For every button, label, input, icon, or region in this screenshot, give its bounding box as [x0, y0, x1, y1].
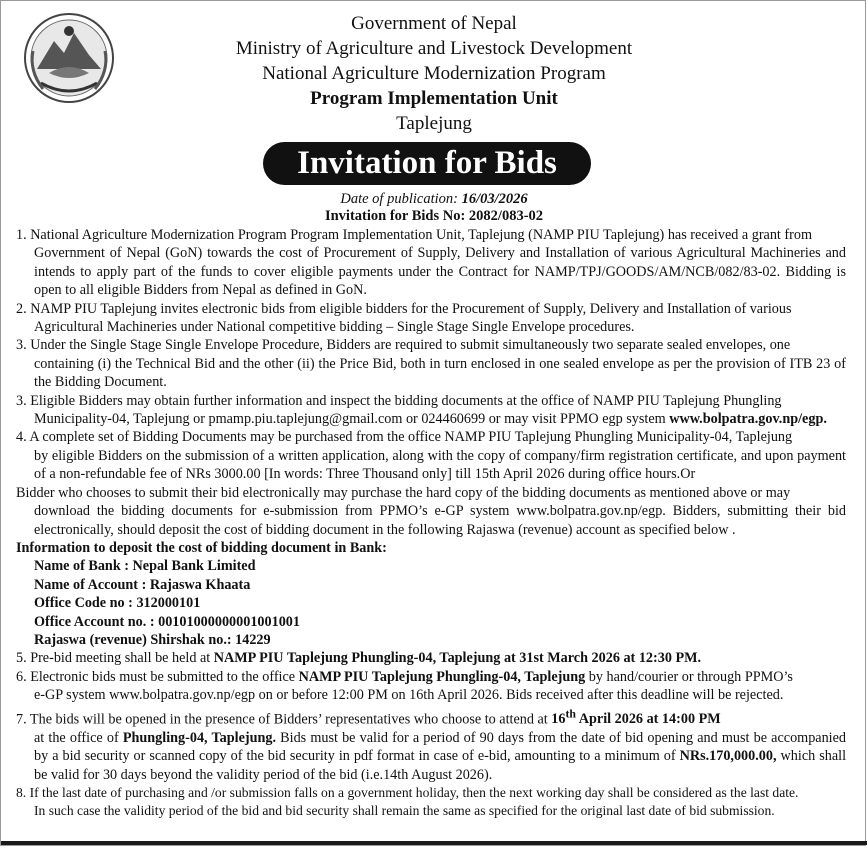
ministry-name: Ministry of Agriculture and Livestock Development — [235, 38, 633, 59]
account-name: Name of Account : Rajaswa Khaata — [34, 576, 251, 593]
program-name: National Agriculture Modernization Program — [262, 63, 606, 84]
bank-info-heading: Information to deposit the cost of bidding document in Bank: — [16, 539, 387, 556]
paragraph-5: 5. Pre-bid meeting shall be held at NAMP PIU Taplejung Phungling-04, Taplejung at 31st March 2026 at 12:30 PM. — [16, 650, 702, 667]
letterhead — [1, 11, 867, 136]
paragraph-6: 6. Electronic bids must be submitted to the office NAMP PIU Taplejung Phungling-04, Taplejung by hand/courier or through PPMO’s e-GP system www.bolpatra.gov.np/egp on or before 12:00 PM on 16th April 2026. Bids received after this deadline will be rejected. — [16, 668, 793, 704]
egp-link[interactable]: www.bolpatra.gov.np/egp. — [669, 411, 827, 428]
paragraph-2: 2. NAMP PIU Taplejung invites electronic bids from eligible bidders for the Procurement of Supply, Delivery and Installation of various Agricultural Machineries under National competitive bidding – Single Stage Single Envelope procedures. — [16, 300, 792, 336]
office-account-no: Office Account no. : 00101000000001001001 — [34, 613, 300, 630]
paragraph-7: 7. The bids will be opened in the presence of Bidders’ representatives who choose to attend at 16th April 2026 at 14:00 PM at the office of Phungling-04, Taplejung. Bids must be valid for a period of 90 days from the date of bid opening and must be accompanied by a bid security or scanned copy of the bid security in pdf format in case of e-bid, amounting to a minimum of NRs.170,000.00, which shall be valid for 30 days beyond the validity period of the bid (i.e.14th August 2026). — [16, 706, 847, 783]
bank-name: Name of Bank : Nepal Bank Limited — [34, 558, 256, 575]
revenue-shirshak-no: Rajaswa (revenue) Shirshak no.: 14229 — [34, 631, 271, 648]
government-name: Government of Nepal — [351, 13, 517, 34]
notice-body — [16, 226, 846, 821]
paragraph-4-electronic: Bidder who chooses to submit their bid electronically may purchase the hard copy of the bidding documents as mentioned above or may download the bidding documents for e-submission from PPMO’s e-GP system www.bolpatra.gov.np/egp. Bidders, submitting their bid electronically, should deposit the cost of bidding document in the following Rajaswa (revenue) account as specified below . — [16, 484, 846, 538]
publication-date: Date of publication: 16/03/2026 — [340, 191, 528, 207]
notice-title: Invitation for Bids — [263, 142, 591, 185]
publication-info — [1, 191, 867, 225]
bottom-border — [1, 841, 867, 845]
location-name: Taplejung — [396, 113, 472, 134]
paragraph-4: 4. A complete set of Bidding Documents may be purchased from the office NAMP PIU Taplejung Phungling Municipality-04, Taplejung by eligible Bidders on the submission of a written application, along with the copy of company/firm registration certificate, and upon payment of a non-refundable fee of NRs 3000.00 [In words: Three Thousand only] till 15th April 2026 during office hours.Or — [16, 429, 846, 483]
paragraph-3-eligible: 3. Eligible Bidders may obtain further information and inspect the bidding documents at the office of NAMP PIU Taplejung Phungling Municipality-04, Taplejung or pmamp.piu.taplejung@gmail.com or 024460699 or may visit PPMO egp system www.bolpatra.gov.np/egp. — [16, 392, 827, 428]
paragraph-1: 1. National Agriculture Modernization Program Program Implementation Unit, Taplejung (NAMP PIU Taplejung) has received a grant from Government of Nepal (GoN) towards the cost of Procurement of Supply, Delivery and Installation of various Agricultural Machineries and intends to apply part of the funds to cover eligible payments under the Contract for NAMP/TPJ/GOODS/AM/NCB/082/83-02. Bidding is open to all eligible Bidders from Nepal as defined in GoN. — [16, 227, 846, 299]
paragraph-8: 8. If the last date of purchasing and /or submission falls on a government holiday, then the next working day shall be considered as the last date. In such case the validity period of the bid and bid security shall remain the same as specified for the original last date of bid submission. — [16, 784, 799, 819]
ifb-number: Invitation for Bids No: 2082/083-02 — [324, 208, 544, 224]
office-code: Office Code no : 312000101 — [34, 595, 201, 612]
paragraph-3: 3. Under the Single Stage Single Envelope Procedure, Bidders are required to submit simultaneously two separate sealed envelopes, one containing (i) the Technical Bid and the other (ii) the Price Bid, both in turn enclosed in one sealed envelope as per the provision of ITB 23 of the Bidding Document. — [16, 337, 846, 391]
unit-name: Program Implementation Unit — [310, 88, 558, 109]
